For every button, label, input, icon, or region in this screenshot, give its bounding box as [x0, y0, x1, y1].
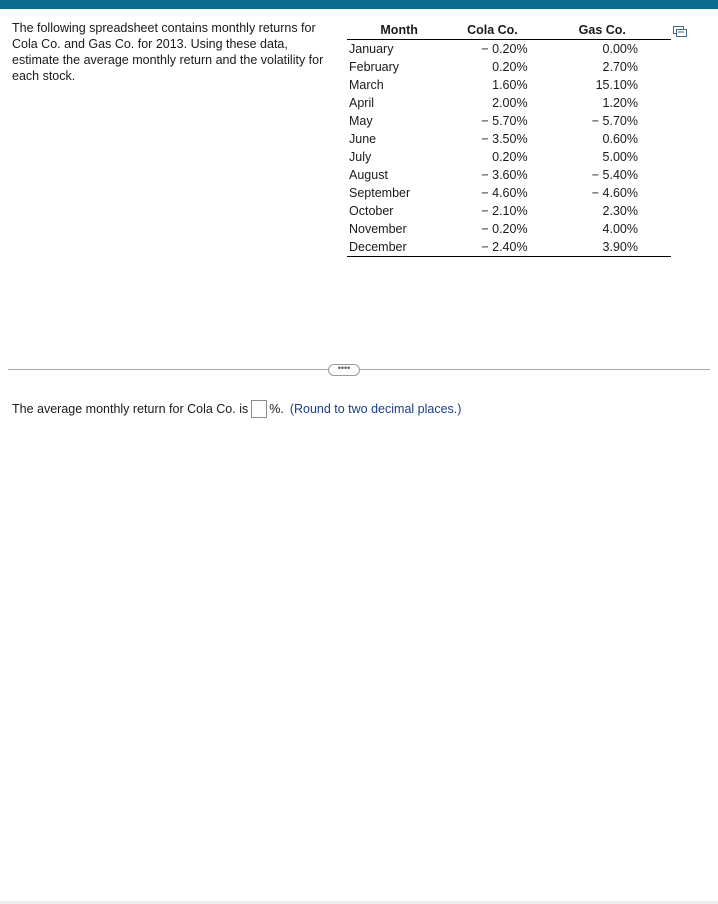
table-row	[347, 166, 671, 184]
gas-cell: 1.20%	[602, 96, 638, 110]
header-cola: Cola Co.	[451, 20, 533, 40]
month-cell: August	[349, 168, 388, 182]
header-month: Month	[347, 20, 451, 40]
table-row	[347, 184, 671, 202]
month-cell: February	[349, 60, 400, 74]
table-header-row	[347, 20, 671, 40]
table-row	[347, 76, 671, 94]
answer-input[interactable]	[251, 400, 267, 418]
cola-cell: − 3.60%	[481, 168, 528, 182]
table-row	[347, 148, 671, 166]
month-cell: July	[349, 150, 372, 164]
cola-cell: 2.00%	[492, 96, 528, 110]
table-row	[347, 202, 671, 220]
month-cell: May	[349, 114, 373, 128]
table-row	[347, 238, 671, 257]
question-row	[12, 399, 461, 419]
cola-cell: 1.60%	[492, 78, 528, 92]
header-gas: Gas Co.	[534, 20, 671, 40]
cola-cell: − 2.40%	[451, 238, 533, 257]
month-cell: October	[349, 204, 394, 218]
question-text: The average monthly return for Cola Co. is	[12, 402, 249, 416]
problem-statement: The following spreadsheet contains monthly returns for Cola Co. and Gas Co. for 2013. Using these data, estimate the average monthly return and the volatility for each stock.	[12, 21, 324, 83]
month-cell: March	[349, 78, 384, 92]
table-row	[347, 58, 671, 76]
cola-cell: − 2.10%	[481, 204, 528, 218]
table-row	[347, 130, 671, 148]
gas-cell: − 4.60%	[591, 186, 638, 200]
gas-cell: − 5.70%	[591, 114, 638, 128]
month-cell: January	[349, 42, 394, 56]
table-row	[347, 40, 671, 59]
gas-cell: − 5.40%	[591, 168, 638, 182]
gas-cell: 5.00%	[602, 150, 638, 164]
gas-cell: 2.70%	[602, 60, 638, 74]
cola-cell: − 0.20%	[481, 222, 528, 236]
gas-cell: 2.30%	[602, 204, 638, 218]
top-accent-bar	[0, 0, 718, 9]
gas-cell: 15.10%	[595, 78, 638, 92]
copy-icon[interactable]	[673, 26, 687, 38]
gas-cell: 3.90%	[534, 238, 671, 257]
more-dots-icon[interactable]: ••••	[328, 364, 360, 376]
gas-cell: 0.60%	[602, 132, 638, 146]
cola-cell: − 3.50%	[481, 132, 528, 146]
month-cell: April	[349, 96, 375, 110]
month-cell: November	[349, 222, 407, 236]
cola-cell: − 0.20%	[481, 42, 528, 56]
table-row	[347, 112, 671, 130]
returns-table	[347, 20, 671, 257]
month-cell: December	[347, 238, 451, 257]
table-row	[347, 94, 671, 112]
cola-cell: 0.20%	[492, 60, 528, 74]
cola-cell: − 5.70%	[481, 114, 528, 128]
cola-cell: − 4.60%	[481, 186, 528, 200]
month-cell: June	[349, 132, 377, 146]
cola-cell: 0.20%	[492, 150, 528, 164]
rounding-hint: (Round to two decimal places.)	[289, 402, 462, 416]
gas-cell: 4.00%	[602, 222, 638, 236]
table-row	[347, 220, 671, 238]
gas-cell: 0.00%	[602, 42, 638, 56]
month-cell: September	[349, 186, 411, 200]
percent-suffix: %.	[269, 402, 284, 416]
